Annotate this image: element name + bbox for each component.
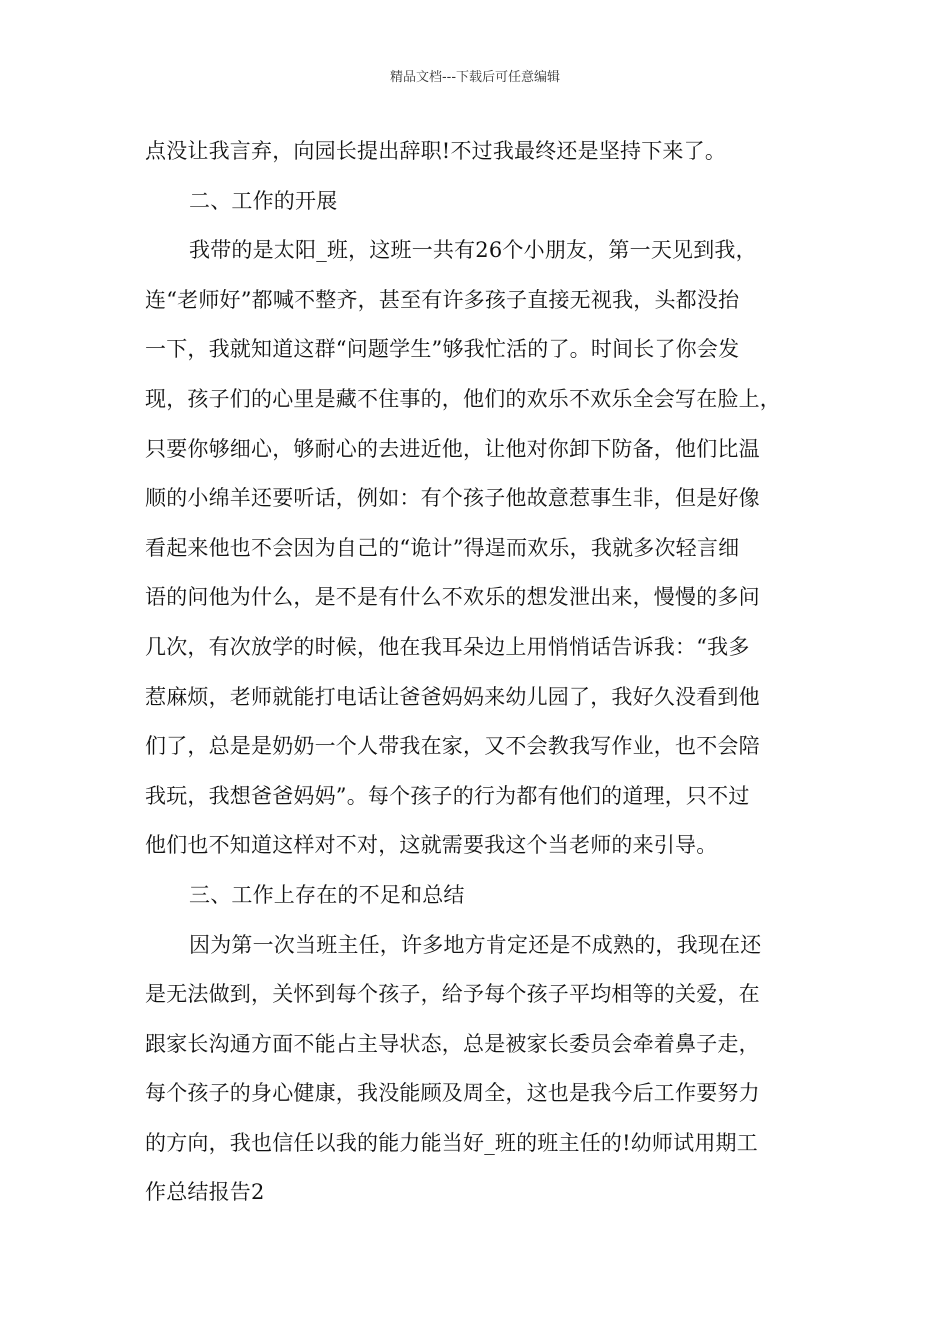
text-line: 顺的小绵羊还要听话，例如：有个孩子他故意惹事生非，但是好像 xyxy=(145,486,760,511)
text-line: 看起来他也不会因为自己的“诡计”得逞而欢乐，我就多次轻言细 xyxy=(145,535,740,560)
text-line: 每个孩子的身心健康，我没能顾及周全，这也是我今后工作要努力 xyxy=(145,1081,760,1106)
text-line: 跟家长沟通方面不能占主导状态，总是被家长委员会牵着鼻子走， xyxy=(145,1031,760,1056)
section-heading: 三、工作上存在的不足和总结 xyxy=(189,882,465,907)
text-line: 因为第一次当班主任，许多地方肯定还是不成熟的，我现在还 xyxy=(189,932,762,957)
text-line: 只要你够细心，够耐心的去进近他，让他对你卸下防备，他们比温 xyxy=(145,436,760,461)
page-header: 精品文档---下载后可任意编辑 xyxy=(389,70,561,85)
text-line: 我带的是太阳_班，这班一共有26个小朋友，第一天见到我， xyxy=(189,238,757,263)
text-line: 现，孩子们的心里是藏不住事的，他们的欢乐不欢乐全会写在脸上， xyxy=(145,386,781,411)
text-line: 的方向，我也信任以我的能力能当好_班的班主任的!幼师试用期工 xyxy=(145,1130,758,1155)
text-line: 我玩，我想爸爸妈妈”。每个孩子的行为都有他们的道理，只不过 xyxy=(145,783,750,808)
document-body xyxy=(145,129,825,1220)
text-line: 连“老师好”都喊不整齐，甚至有许多孩子直接无视我，头都没抬 xyxy=(145,287,740,312)
text-line: 作总结报告2 xyxy=(145,1180,265,1205)
text-line: 们了，总是是奶奶一个人带我在家，又不会教我写作业，也不会陪 xyxy=(145,734,760,759)
text-line: 几次，有次放学的时候，他在我耳朵边上用悄悄话告诉我：“我多 xyxy=(145,634,750,659)
text-line: 他们也不知道这样对不对，这就需要我这个当老师的来引导。 xyxy=(145,833,718,858)
text-line: 惹麻烦，老师就能打电话让爸爸妈妈来幼儿园了，我好久没看到他 xyxy=(145,684,760,709)
text-line: 是无法做到，关怀到每个孩子，给予每个孩子平均相等的关爱，在 xyxy=(145,982,760,1007)
text-line: 一下，我就知道这群“问题学生”够我忙活的了。时间长了你会发 xyxy=(145,337,740,362)
text-line: 点没让我言弃，向园长提出辞职!不过我最终还是坚持下来了。 xyxy=(145,139,727,163)
text-line: 语的问他为什么，是不是有什么不欢乐的想发泄出来，慢慢的多问 xyxy=(145,585,760,610)
section-heading: 二、工作的开展 xyxy=(189,188,338,213)
